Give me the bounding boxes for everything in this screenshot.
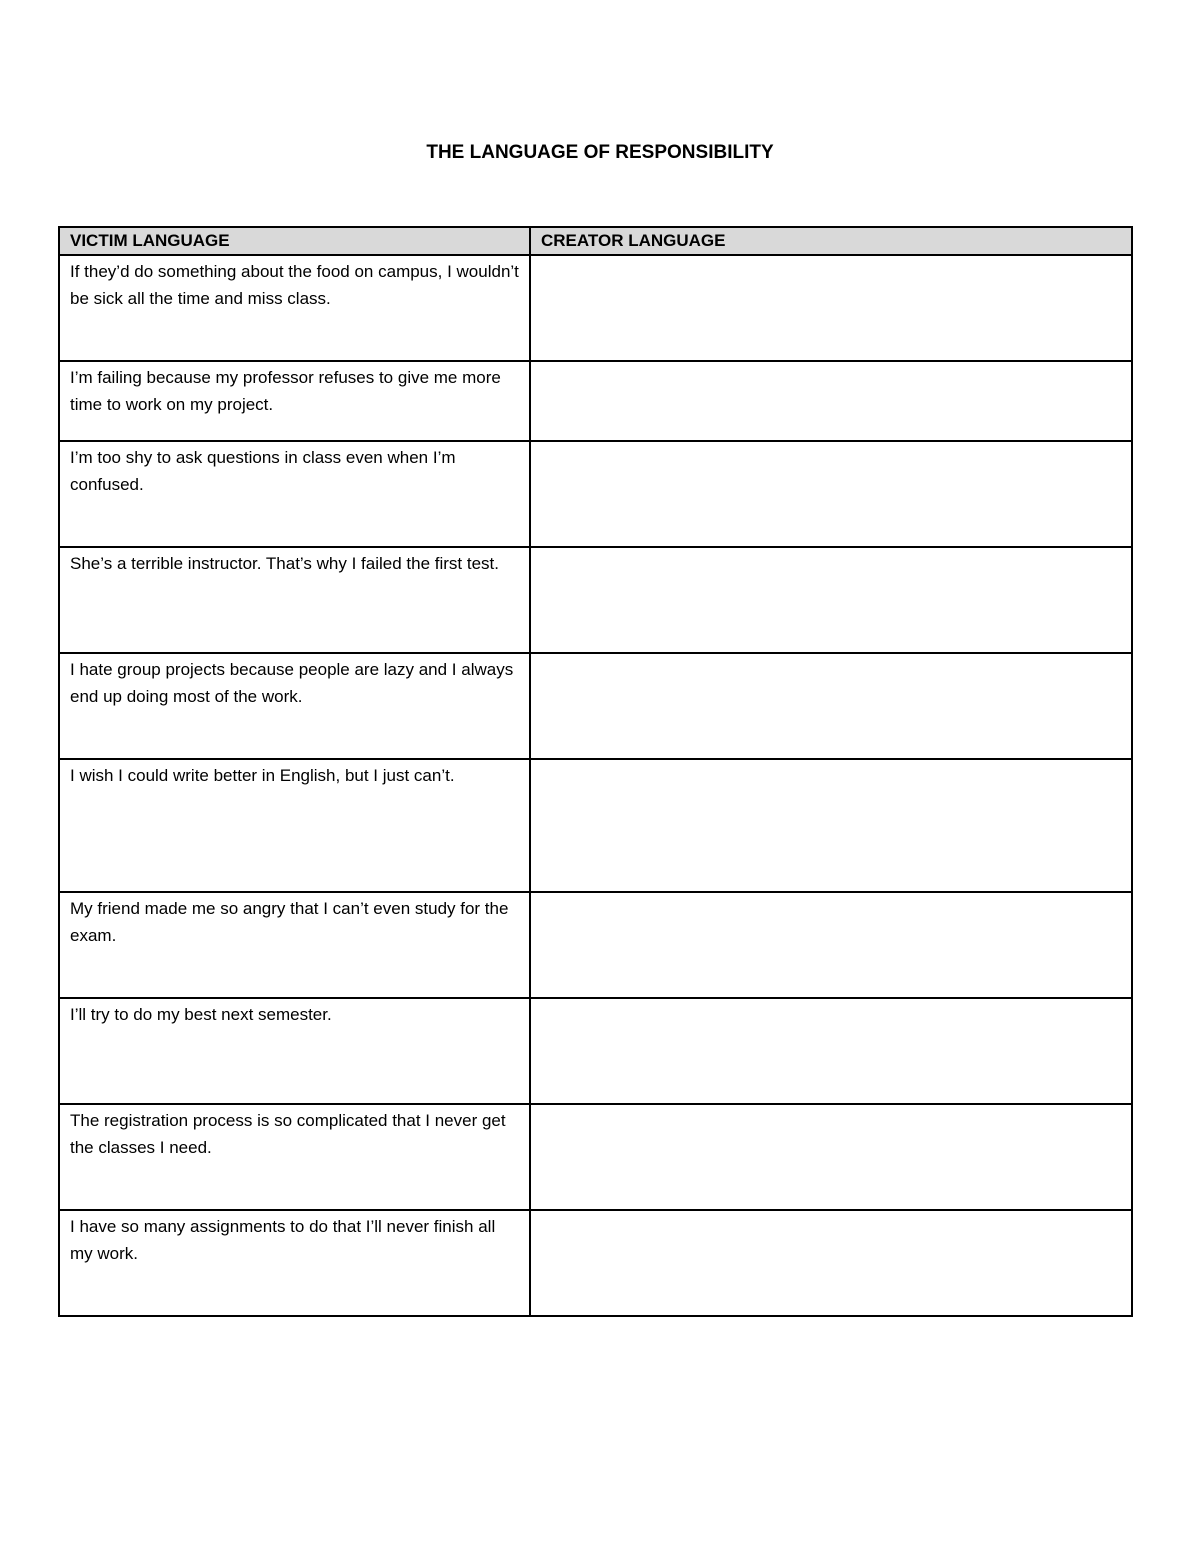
table-row	[59, 653, 1132, 759]
table-row	[59, 255, 1132, 361]
victim-statement: I hate group projects because people are lazy and I always end up doing most of the work.	[59, 653, 530, 759]
creator-response-cell[interactable]	[530, 892, 1132, 998]
table-row	[59, 759, 1132, 892]
victim-statement: My friend made me so angry that I can’t even study for the exam.	[59, 892, 530, 998]
victim-statement: I’m failing because my professor refuses to give me more time to work on my project.	[59, 361, 530, 441]
victim-statement: I’m too shy to ask questions in class even when I’m confused.	[59, 441, 530, 547]
victim-statement: She’s a terrible instructor. That’s why I failed the first test.	[59, 547, 530, 653]
table-row	[59, 361, 1132, 441]
header-creator-language: CREATOR LANGUAGE	[530, 227, 1132, 255]
victim-statement: If they’d do something about the food on campus, I wouldn’t be sick all the time and miss class.	[59, 255, 530, 361]
creator-response-cell[interactable]	[530, 1210, 1132, 1316]
header-victim-language: VICTIM LANGUAGE	[59, 227, 530, 255]
table-row	[59, 892, 1132, 998]
creator-response-cell[interactable]	[530, 759, 1132, 892]
table-row	[59, 1104, 1132, 1210]
table-header-row	[59, 227, 1132, 255]
creator-response-cell[interactable]	[530, 441, 1132, 547]
creator-response-cell[interactable]	[530, 1104, 1132, 1210]
table-row	[59, 547, 1132, 653]
creator-response-cell[interactable]	[530, 998, 1132, 1104]
table-row	[59, 1210, 1132, 1316]
victim-statement: I wish I could write better in English, but I just can’t.	[59, 759, 530, 892]
creator-response-cell[interactable]	[530, 653, 1132, 759]
creator-response-cell[interactable]	[530, 361, 1132, 441]
table-row	[59, 998, 1132, 1104]
creator-response-cell[interactable]	[530, 255, 1132, 361]
table-row	[59, 441, 1132, 547]
victim-statement: I have so many assignments to do that I’ll never finish all my work.	[59, 1210, 530, 1316]
victim-statement: The registration process is so complicated that I never get the classes I need.	[59, 1104, 530, 1210]
page-title: THE LANGUAGE OF RESPONSIBILITY	[426, 142, 774, 163]
victim-statement: I’ll try to do my best next semester.	[59, 998, 530, 1104]
responsibility-table	[58, 226, 1133, 1317]
creator-response-cell[interactable]	[530, 547, 1132, 653]
